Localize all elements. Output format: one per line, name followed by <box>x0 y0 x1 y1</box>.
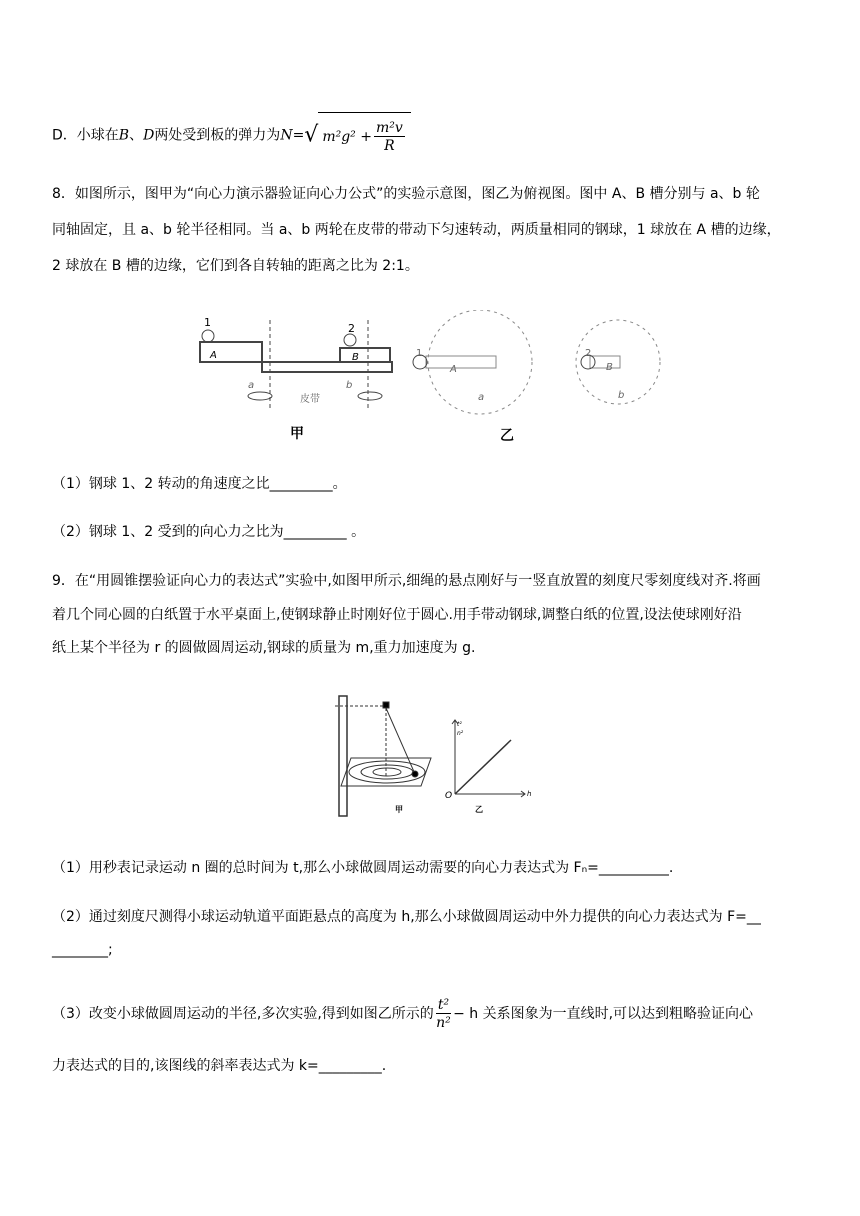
q9-figure <box>325 690 545 820</box>
ball <box>412 771 418 777</box>
belt-bar <box>262 362 392 372</box>
option-d <box>52 112 411 156</box>
fig9-origin: O <box>445 791 453 801</box>
fig9-y-num: t² <box>457 721 462 728</box>
q9-frac-num: t² <box>437 996 450 1013</box>
q8-sub1: （1）钢球 1、2 转动的角速度之比_________。 <box>52 476 347 492</box>
q9-fraction <box>436 997 451 1032</box>
q9-frac-den: n² <box>436 1014 451 1031</box>
circle-inner <box>373 768 401 776</box>
fig9-jia <box>335 696 431 816</box>
fig-ball2-label: 2 <box>348 322 355 335</box>
groove-b <box>340 348 390 362</box>
q9-sub2b: ________; <box>52 942 113 958</box>
fig-belt-label: 皮带 <box>300 394 320 405</box>
sep: 、 <box>129 127 144 144</box>
fig-jia <box>200 320 392 410</box>
frac-num: m²v <box>375 119 403 136</box>
groove-a-top <box>426 356 496 368</box>
option-d-mid: 两处受到板的弹力为 <box>154 127 281 144</box>
ball-1 <box>202 330 214 342</box>
fig-yi-caption: 乙 <box>500 428 514 444</box>
rotation-a <box>248 392 272 400</box>
fig-yi-A: A <box>450 364 457 375</box>
rotation-b <box>358 392 382 400</box>
frac-den: R <box>384 137 395 154</box>
q9-sub3a-post: − h 关系图象为一直线时,可以达到粗略验证向心 <box>453 1006 754 1022</box>
fig-ball1-label: 1 <box>204 316 211 329</box>
fig-yi-a: a <box>478 392 485 403</box>
graph-line <box>455 740 511 794</box>
q9-line1: 9．在“用圆锥摆验证向心力的表达式”实验中,如图甲所示,细绳的悬点刚好与一竖直放置的刻度尺零刻度线对齐.将画 <box>52 573 761 589</box>
eq: = <box>292 127 305 144</box>
label-n: N <box>280 127 293 144</box>
q8-sub2: （2）钢球 1、2 受到的向心力之比为_________ 。 <box>52 524 366 540</box>
pivot <box>383 702 389 708</box>
fig-b-label: b <box>346 380 353 391</box>
q9-sub3a <box>52 992 753 1036</box>
q8-line1: 8．如图所示，图甲为“向心力演示器验证向心力公式”的实验示意图，图乙为俯视图。图中 A、B 槽分别与 a、b 轮 <box>52 186 760 202</box>
fig-A-label: A <box>210 350 217 361</box>
fig9-y-den: n² <box>457 730 464 737</box>
q9-sub3a-pre: （3）改变小球做圆周运动的半径,多次实验,得到如图乙所示的 <box>52 1006 434 1022</box>
option-d-prefix: D．小球在 <box>52 127 119 144</box>
fraction <box>374 120 405 155</box>
q9-sub1: （1）用秒表记录运动 n 圈的总时间为 t,那么小球做圆周运动需要的向心力表达式为 Fₙ=__________. <box>52 860 674 876</box>
q8-line3: 2 球放在 B 槽的边缘，它们到各自转轴的距离之比为 2:1。 <box>52 258 419 274</box>
fig9-h-label: h <box>527 790 532 798</box>
fig-yi-ball1: 1 <box>416 348 423 359</box>
sqrt-body <box>318 112 410 159</box>
q8-figure <box>190 310 670 450</box>
label-b: B <box>118 127 130 144</box>
q9-sub3b: 力表达式的目的,该图线的斜率表达式为 k=_________. <box>52 1058 387 1074</box>
ball-2 <box>344 334 356 346</box>
fig9-yi-caption: 乙 <box>475 805 483 814</box>
m2g2: m²g² + <box>322 129 372 145</box>
fig-B-label: B <box>352 352 359 363</box>
label-d: D <box>143 127 155 144</box>
fig-yi-ball2: 2 <box>585 348 592 359</box>
ruler <box>339 696 347 816</box>
q9-line2: 着几个同心圆的白纸置于水平桌面上,使钢球静止时刚好位于圆心.用手带动钢球,调整白纸的位置,设法使球刚好沿 <box>52 607 742 623</box>
fig-jia-caption: 甲 <box>290 426 304 442</box>
fig-yi-b: b <box>618 390 625 401</box>
fig-a-label: a <box>248 380 255 391</box>
sqrt-sign: √ <box>304 122 319 148</box>
string <box>386 708 415 774</box>
fig-yi-B: B <box>606 362 613 373</box>
fig9-jia-caption: 甲 <box>395 805 403 814</box>
q9-sub2a: （2）通过刻度尺测得小球运动轨道平面距悬点的高度为 h,那么小球做圆周运动中外力提供的向心力表达式为 F=__ <box>52 909 761 925</box>
circle-mid <box>361 765 413 779</box>
q9-line3: 纸上某个半径为 r 的圆做圆周运动,钢球的质量为 m,重力加速度为 g. <box>52 640 476 656</box>
q8-line2: 同轴固定，且 a、b 轮半径相同。当 a、b 两轮在皮带的带动下匀速转动，两质量相同的钢球，1 球放在 A 槽的边缘， <box>52 222 781 238</box>
